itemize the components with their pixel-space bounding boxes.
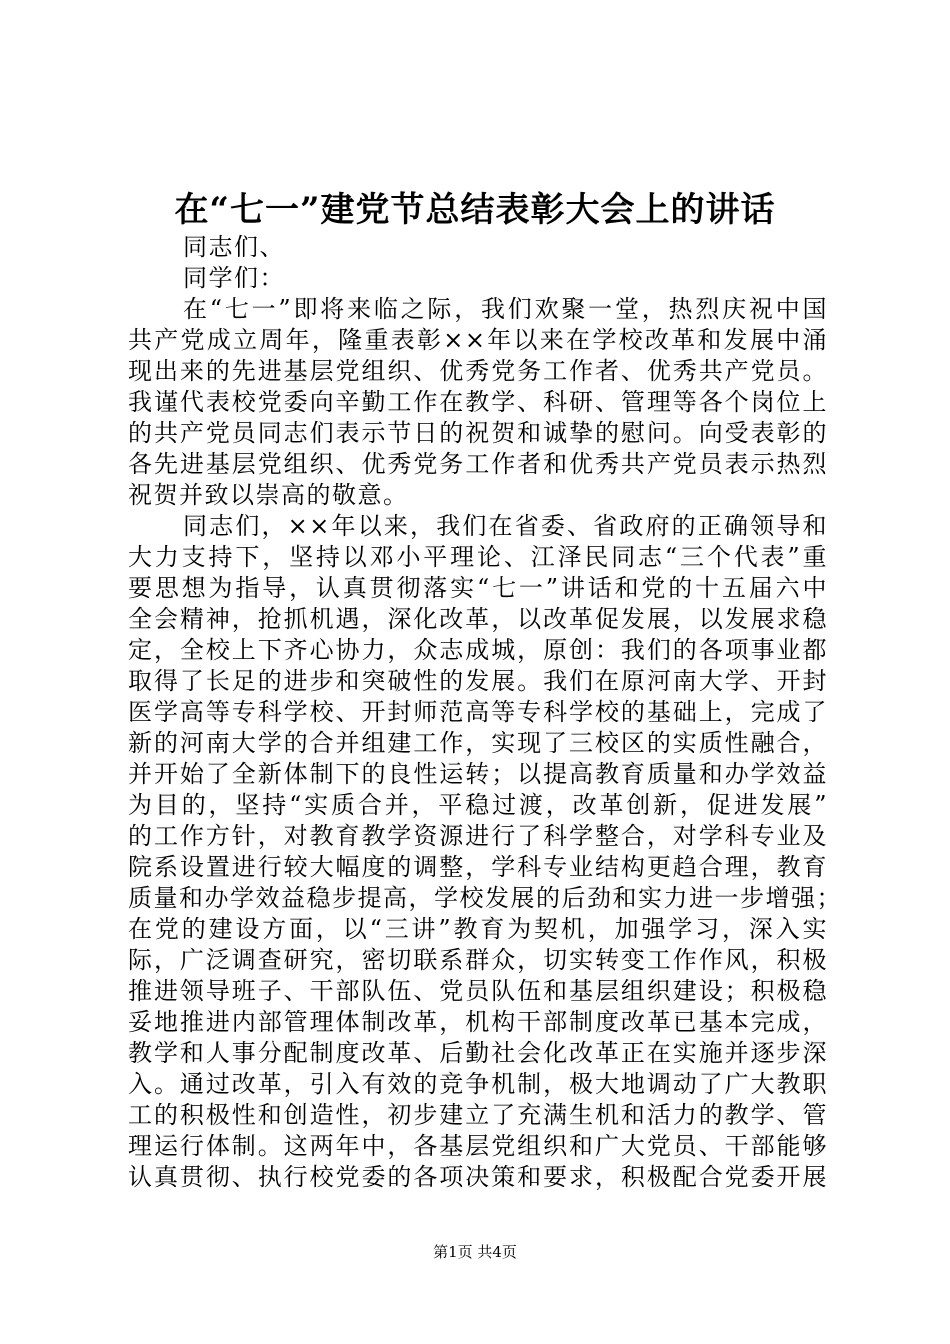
page-number-footer: 第1页 共4页	[433, 1243, 517, 1261]
paragraph-line: 现出来的先进基层党组织、优秀党务工作者、优秀共产党员。	[128, 357, 828, 385]
paragraph-line: 在党的建设方面，以“三讲”教育为契机，加强学习，深入实	[128, 915, 828, 943]
paragraph-line: 理运行体制。这两年中，各基层党组织和广大党员、干部能够	[128, 1132, 828, 1160]
paragraph-line: 为目的，坚持“实质合并，平稳过渡，改革创新，促进发展”	[128, 791, 828, 819]
paragraph-line: 祝贺并致以崇高的敬意。	[128, 481, 409, 509]
paragraph-line: 全会精神，抢抓机遇，深化改革，以改革促发展，以发展求稳	[128, 605, 828, 633]
paragraph-line: 并开始了全新体制下的良性运转；以提高教育质量和办学效益	[128, 760, 828, 788]
paragraph-line: 共产党成立周年，隆重表彰××年以来在学校改革和发展中涌	[128, 326, 828, 354]
paragraph-line: 在“七一”即将来临之际，我们欢聚一堂，热烈庆祝中国	[183, 295, 828, 323]
paragraph-line: 推进领导班子、干部队伍、党员队伍和基层组织建设；积极稳	[128, 977, 828, 1005]
paragraph-line: 工的积极性和创造性，初步建立了充满生机和活力的教学、管	[128, 1101, 828, 1129]
paragraph-line: 取得了长足的进步和突破性的发展。我们在原河南大学、开封	[128, 667, 828, 695]
paragraph-line: 入。通过改革，引入有效的竞争机制，极大地调动了广大教职	[128, 1070, 828, 1098]
paragraph-line: 的工作方针，对教育教学资源进行了科学整合，对学科专业及	[128, 822, 828, 850]
paragraph-line: 的共产党员同志们表示节日的祝贺和诚挚的慰问。向受表彰的	[128, 419, 828, 447]
paragraph-line: 我谨代表校党委向辛勤工作在教学、科研、管理等各个岗位上	[128, 388, 828, 416]
paragraph-line: 新的河南大学的合并组建工作，实现了三校区的实质性融合，	[128, 729, 828, 757]
paragraph-line: 院系设置进行较大幅度的调整，学科专业结构更趋合理，教育	[128, 853, 828, 881]
paragraph-line: 质量和办学效益稳步提高，学校发展的后劲和实力进一步增强；	[128, 884, 842, 912]
paragraph-line: 妥地推进内部管理体制改革，机构干部制度改革已基本完成，	[128, 1008, 828, 1036]
paragraph-line: 要思想为指导，认真贯彻落实“七一”讲话和党的十五届六中	[128, 574, 828, 602]
paragraph-line: 教学和人事分配制度改革、后勤社会化改革正在实施并逐步深	[128, 1039, 828, 1067]
paragraph-line: 际，广泛调查研究，密切联系群众，切实转变工作作风，积极	[128, 946, 828, 974]
document-title: 在“七一”建党节总结表彰大会上的讲话	[174, 190, 776, 230]
paragraph-line: 大力支持下，坚持以邓小平理论、江泽民同志“三个代表”重	[128, 543, 828, 571]
document-body	[128, 232, 842, 1193]
salutation-line: 同学们：	[183, 264, 285, 292]
paragraph-line: 认真贯彻、执行校党委的各项决策和要求，积极配合党委开展	[128, 1163, 828, 1191]
salutation-line: 同志们、	[183, 233, 285, 261]
paragraph-line: 各先进基层党组织、优秀党务工作者和优秀共产党员表示热烈	[128, 450, 828, 478]
paragraph-line: 医学高等专科学校、开封师范高等专科学校的基础上，完成了	[128, 698, 828, 726]
paragraph-line: 同志们，××年以来，我们在省委、省政府的正确领导和	[183, 512, 828, 540]
paragraph-line: 定，全校上下齐心协力，众志成城，原创：我们的各项事业都	[128, 636, 828, 664]
